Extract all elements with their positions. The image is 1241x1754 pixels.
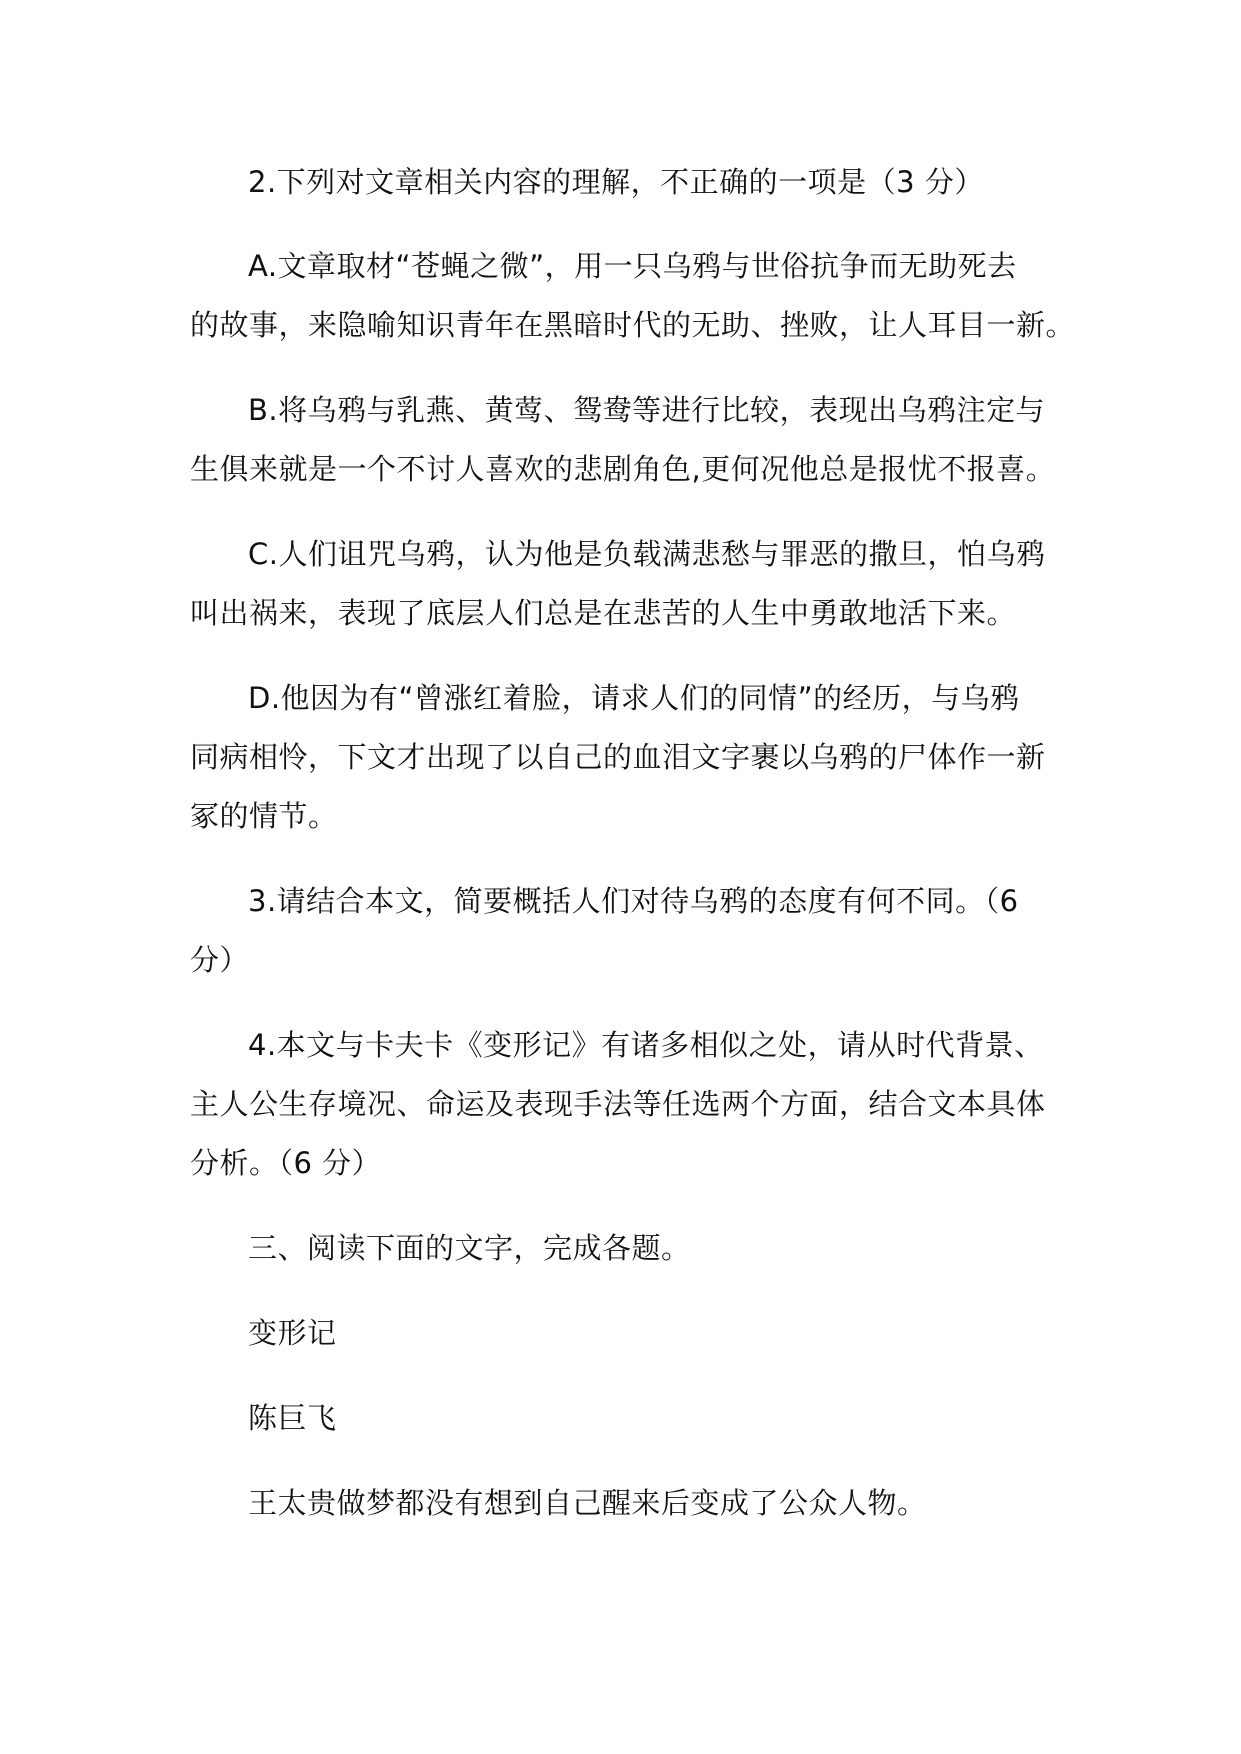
option-c-line-1: C.人们诅咒乌鸦，认为他是负载满悲愁与罪恶的撒旦，怕乌鸦: [248, 537, 1046, 571]
question-4-line-3: 分析。（6 分）: [190, 1146, 382, 1180]
option-b-line-2: 生俱来就是一个不讨人喜欢的悲剧角色,更何况他总是报忧不报喜。: [190, 452, 1056, 486]
question-2-stem: 2.下列对文章相关内容的理解，不正确的一项是（3 分）: [248, 165, 984, 199]
option-d-line-3: 冢的情节。: [190, 799, 338, 833]
option-a-line-2: 的故事，来隐喻知识青年在黑暗时代的无助、挫败，让人耳目一新。: [190, 308, 1076, 342]
option-a-line-1: A.文章取材“苍蝇之微”，用一只乌鸦与世俗抗争而无助死去: [248, 249, 1017, 283]
question-3-line-1: 3.请结合本文，简要概括人们对待乌鸦的态度有何不同。（6: [248, 884, 1019, 918]
story-title: 变形记: [248, 1316, 337, 1350]
story-author: 陈巨飞: [248, 1401, 337, 1435]
section-three-heading: 三、阅读下面的文字，完成各题。: [248, 1231, 691, 1265]
option-b-line-1: B.将乌鸦与乳燕、黄莺、鸳鸯等进行比较，表现出乌鸦注定与: [248, 393, 1046, 427]
option-d-line-1: D.他因为有“曾涨红着脸，请求人们的同情”的经历，与乌鸦: [248, 681, 1020, 715]
question-4-line-1: 4.本文与卡夫卡《变形记》有诸多相似之处，请从时代背景、: [248, 1028, 1044, 1062]
question-4-line-2: 主人公生存境况、命运及表现手法等任选两个方面，结合文本具体: [190, 1087, 1046, 1121]
story-first-sentence: 王太贵做梦都没有想到自己醒来后变成了公众人物。: [248, 1486, 927, 1520]
option-d-line-2: 同病相怜，下文才出现了以自己的血泪文字裹以乌鸦的尸体作一新: [190, 740, 1046, 774]
option-c-line-2: 叫出祸来，表现了底层人们总是在悲苦的人生中勇敢地活下来。: [190, 596, 1017, 630]
question-3-line-2: 分）: [190, 943, 250, 977]
